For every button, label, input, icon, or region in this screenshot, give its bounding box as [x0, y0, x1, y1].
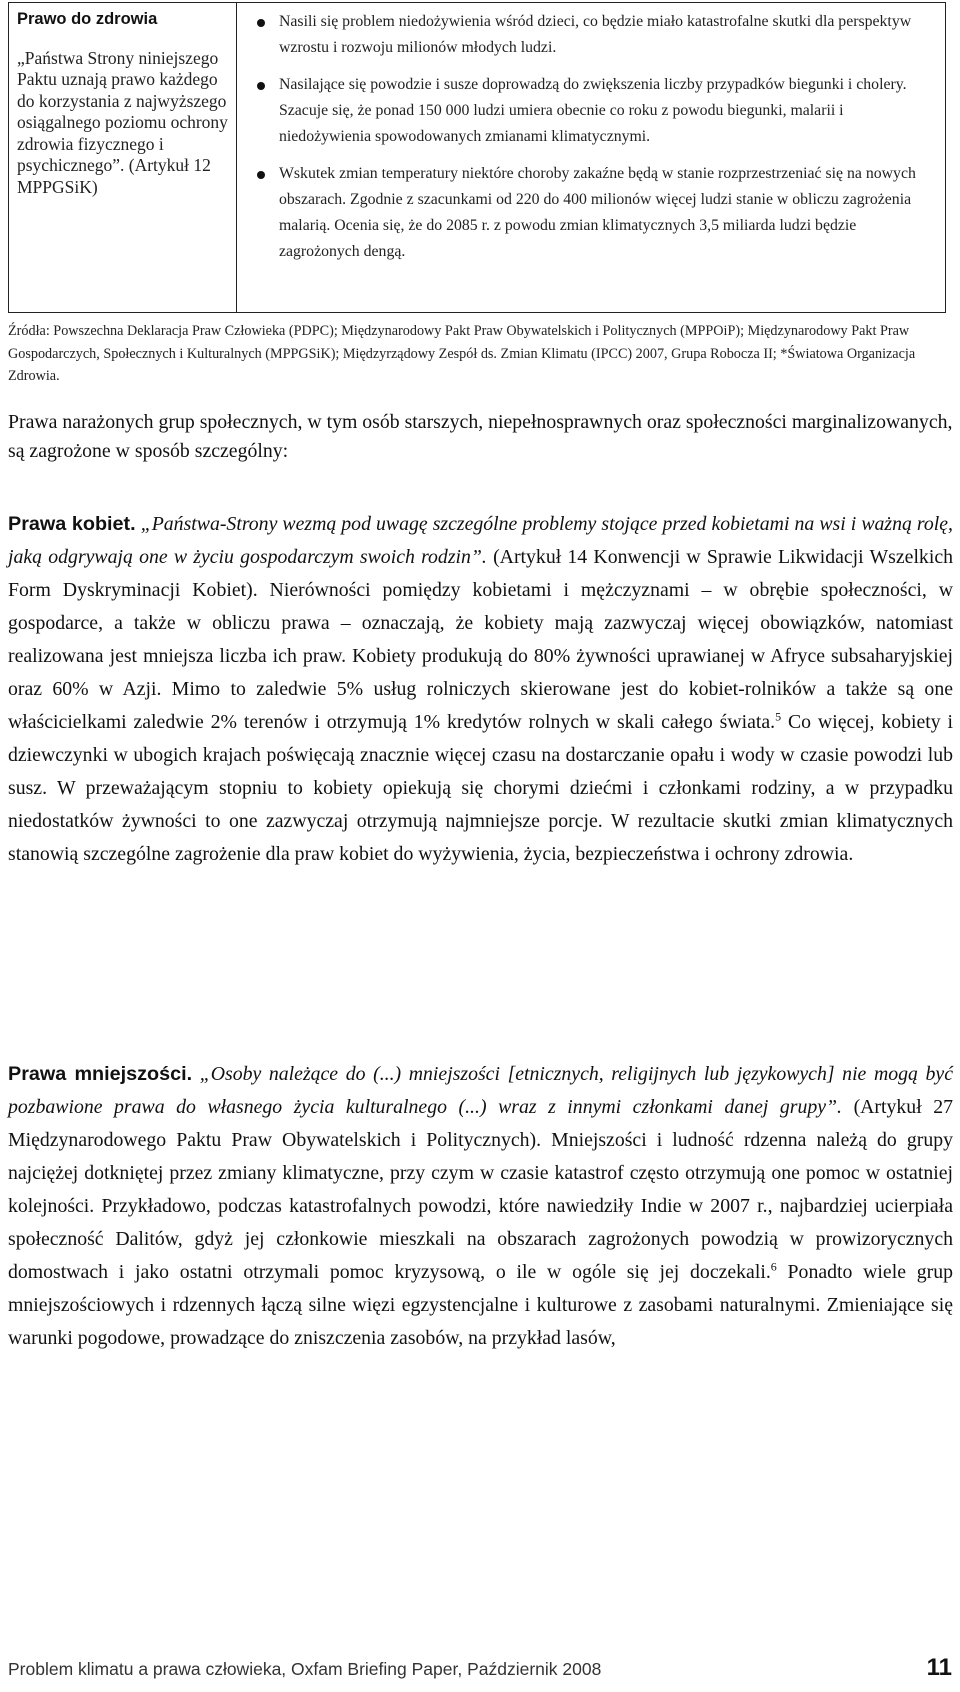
list-item	[251, 161, 933, 265]
footnote-ref[interactable]: 6	[770, 1259, 777, 1274]
womens-rights-text-cont: Co więcej, kobiety i dziewczynki w ubogich krajach poświęcają znacznie więcej czasu na dostarczanie opału i wody w czasie powodzi lub susz. W przeważającym stopniu to kobiety opiekują się chorymi dziećmi i członkami rodziny, a w przypadku niedostatków żywności to one zazwyczaj otrzymują najmniejsze porcje. W rezultacie skutki zmian klimatycznych stanowią szczególne zagrożenie dla praw kobiet do wyżywienia, życia, bezpieczeństwa i ochrony zdrowia.	[8, 711, 954, 865]
minority-rights-heading: Prawa mniejszości.	[8, 1063, 193, 1085]
bullet-text: Nasilające się powodzie i susze doprowadzą do zwiększenia liczby przypadków biegunki i cholery. Szacuje się, że ponad 150 000 ludzi umiera obecnie co roku z powodu biegunki, malarii i niedożywienia spowodowanych zmianami klimatycznymi.	[279, 76, 907, 145]
list-item	[251, 72, 933, 150]
bullet-text: Nasili się problem niedożywienia wśród dzieci, co będzie miało katastrofalne skutki dla perspektyw wzrostu i rozwoju milionów młodych ludzi.	[279, 13, 912, 56]
box-sidebar	[9, 3, 237, 312]
iccpr-quote: „Osoby należące do (...) mniejszości [etnicznych, religijnych lub językowych] nie mogą być pozbawione prawa do własnego życia kulturalnego (...) wraz z innymi członkami danej grupy”.	[8, 1063, 953, 1118]
bullet-icon	[257, 19, 265, 27]
sources-note: Źródła: Powszechna Deklaracja Praw Człowieka (PDPC); Międzynarodowy Pakt Praw Obywatelskich i Politycznych (MPPOiP); Międzynarodowy Pakt Praw Gospodarczych, Społecznych i Kulturalnych (MPPGSiK); Międzyrządowy Zespół ds. Zmian Klimatu (IPCC) 2007, Grupa Robocza II; *Światowa Organizacja Zdrowia.	[8, 323, 916, 384]
intro-paragraph: Prawa narażonych grup społecznych, w tym osób starszych, niepełnosprawnych oraz społeczności marginalizowanych, są zagrożone w sposób szczególny:	[8, 411, 953, 462]
womens-rights-text: (Artykuł 14 Konwencji w Sprawie Likwidacji Wszelkich Form Dyskryminacji Kobiet). Nierówności pomiędzy kobietami i mężczyznami – w obrębie społeczności, w gospodarce, a także w obliczu prawa – oznaczają, że kobiety mają zazwyczaj więcej obowiązków, natomiast realizowana jest mniejsza liczba ich praw. Kobiety produkują do 80% żywności uprawianej w Afryce subsaharyjskiej oraz 60% w Azji. Mimo to zaledwie 5% usług rolniczych skierowane jest do kobiet-rolników a także są one właścicielkami zaledwie 2% terenów i otrzymują 1% kredytów rolnych w skali całego świata.	[8, 546, 953, 733]
box-quote: „Państwa Strony niniejszego Paktu uznają prawo każdego do korzystania z najwyższego osiągalnego poziomu ochrony zdrowia fizycznego i psychicznego”. (Artykuł 12 MPPGSiK)	[17, 47, 228, 197]
page-footer	[8, 1654, 952, 1682]
minority-rights-paragraph	[8, 1058, 953, 1355]
womens-rights-paragraph	[8, 508, 953, 871]
right-to-health-box	[8, 2, 946, 313]
womens-rights-heading: Prawa kobiet.	[8, 513, 136, 535]
box-content	[237, 3, 945, 312]
footnote-ref[interactable]: 5	[775, 709, 782, 724]
minority-rights-text-cont: Ponadto wiele grup mniejszościowych i rdzennych łączą silne więzi egzystencjalne i kulturowe z zasobami naturalnymi. Zmieniające się warunki pogodowe, prowadzące do zniszczenia zasobów, na przykład lasów,	[8, 1261, 953, 1349]
bullet-icon	[257, 82, 265, 90]
footer-title: Problem klimatu a prawa człowieka, Oxfam Briefing Paper, Październik 2008	[8, 1659, 602, 1679]
cedaw-quote: „Państwa-Strony wezmą pod uwagę szczególne problemy stojące przed kobietami na wsi i ważną rolę, jaką odgrywają one w życiu gospodarczym swoich rodzin”.	[8, 513, 954, 568]
list-item	[251, 9, 933, 61]
minority-rights-text: (Artykuł 27 Międzynarodowego Paktu Praw Obywatelskich i Politycznych). Mniejszości i ludność rdzenna należą do grupy najciężej dotkniętej przez zmiany klimatyczne, przy czym w czasie katastrof często otrzymują one pomoc w ostatniej kolejności. Przykładowo, podczas katastrofalnych powodzi, które nawiedziły Indie w 2007 r., najbardziej ucierpiała społeczność Dalitów, gdyż jej członkowie mieszkali na obszarach zagrożonych powodzią w prowizorycznych domostwach i jako ostatni otrzymali pomoc kryzysową, o ile w ogóle się jej doczekali.	[8, 1096, 954, 1283]
bullet-list	[251, 9, 933, 265]
bullet-text: Wskutek zmian temperatury niektóre choroby zakaźne będą w stanie rozprzestrzeniać się na nowych obszarach. Zgodnie z szacunkami od 220 do 400 milionów więcej ludzi stanie w obliczu zagrożenia malarią. Ocenia się, że do 2085 r. z powodu zmian klimatycznych 3,5 miliarda ludzi będzie zagrożonych dengą.	[279, 165, 916, 260]
page-number: 11	[926, 1654, 952, 1681]
box-title: Prawo do zdrowia	[17, 10, 158, 28]
bullet-icon	[257, 171, 265, 179]
